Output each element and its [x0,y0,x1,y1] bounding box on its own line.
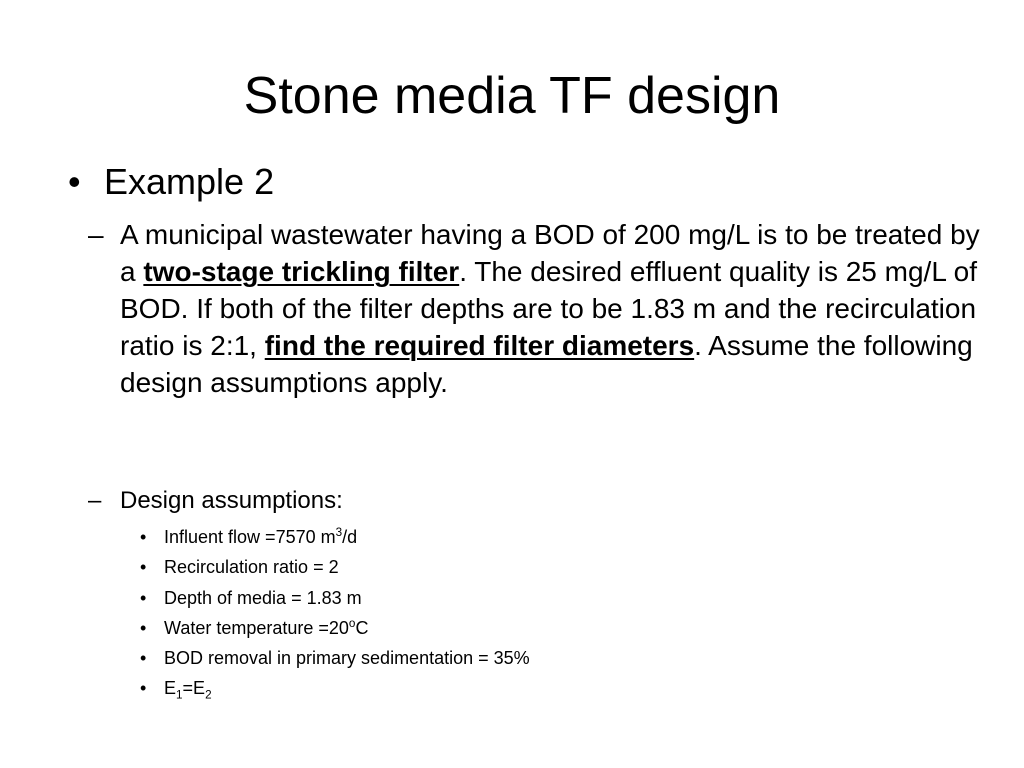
problem-text-part3: . Assume the following design assumptions apply. [120,330,973,398]
list-item-efficiency: • $E_1=E_2$ [138,673,530,703]
problem-text [120,216,998,401]
find-diameters-emphasis: find the required filter diameters [264,330,695,361]
dash-marker: – [88,487,102,514]
problem-text-part1: A municipal wastewater having a BOD of 200 mg/L is to be treated by a [120,219,980,287]
assumptions-list [138,522,530,704]
dash-marker: – [88,219,104,250]
list-item-depth: • Depth of media = 1.83 m [138,583,530,613]
problem-text-part2: . The desired effluent quality is 25 mg/L of BOD. If both of the filter depths are to be 1.83 m and the recirculation ratio is 2:1, [120,256,977,361]
list-item-recirculation: • Recirculation ratio = 2 [138,552,530,582]
list-item-bod-removal: • BOD removal in primary sedimentation = 35% [138,643,530,673]
assumptions-heading: Design assumptions: [120,487,343,514]
example-heading: Example 2 [104,161,275,202]
list-item-water-temperature: • Water temperature $=20^oC$ [138,613,530,643]
slide-title: Stone media TF design [243,67,781,125]
two-stage-filter-emphasis: two-stage trickling filter [143,256,460,287]
bullet-marker: • [68,161,81,202]
design-assumptions [88,484,998,518]
list-item-influent-flow: • Influent flow =7570 $m^3/d$ [138,522,530,552]
problem-statement [88,216,998,401]
